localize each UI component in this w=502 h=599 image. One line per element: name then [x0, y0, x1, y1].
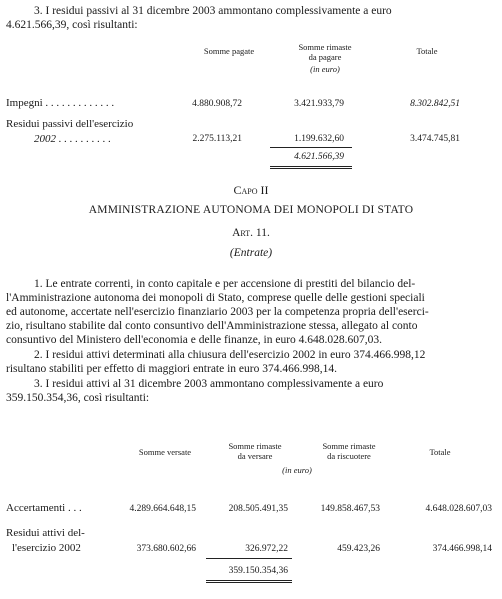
paragraph3-line1: 3. I residui attivi al 31 dicembre 2003 ammontano complessivamente a euro	[34, 378, 384, 390]
paragraph2-line1: 2. I residui attivi determinati alla chiusura dell'esercizio 2002 in euro 374.466.998,12	[34, 349, 426, 361]
table1-header-remaining-2: da pagare	[308, 52, 342, 62]
table2-header-collect-1: Somme rimaste	[322, 441, 376, 451]
table1-row1-label: Impegni . . . . . . . . . . . . .	[6, 97, 115, 109]
table2-row2-collect: 459.423,26	[337, 544, 380, 554]
table2-header-total: Totale	[429, 447, 451, 457]
table2-double-rule-a	[206, 580, 292, 581]
article-number: Art. 11.	[232, 227, 270, 239]
table1-sum-rule	[270, 147, 352, 148]
table2-row2-label-2: l'esercizio 2002	[12, 542, 81, 554]
table1-row2-label-1: Residui passivi dell'esercizio	[6, 118, 134, 130]
table1-row1-total: 8.302.842,51	[410, 99, 460, 109]
table2-header-remaining-2: da versare	[237, 451, 273, 461]
table2-row1-label: Accertamenti . . .	[6, 502, 82, 514]
table2-row1-collect: 149.858.467,53	[320, 504, 380, 514]
chapter-title: AMMINISTRAZIONE AUTONOMA DEI MONOPOLI DI STATO	[88, 204, 414, 216]
table1-row2-total: 3.474.745,81	[410, 134, 460, 144]
paragraph1-line5: consuntivo del Ministero dell'economia e delle finanze, in euro 4.648.028.607,03.	[6, 334, 383, 346]
intro-passive-line2: 4.621.566,39, così risultanti:	[6, 19, 138, 31]
paragraph3-line2: 359.150.354,36, così risultanti:	[6, 392, 150, 404]
table2-header-paid: Somme versate	[138, 447, 192, 457]
table1-double-rule-a	[270, 166, 352, 167]
table2-row1-total: 4.648.028.607,03	[425, 504, 492, 514]
intro-passive-line1: 3. I residui passivi al 31 dicembre 2003 ammontano complessivamente a euro	[34, 5, 392, 17]
table2-header-collect-2: da riscuotere	[327, 451, 371, 461]
table2-row2-paid: 373.680.602,66	[136, 544, 196, 554]
paragraph1-line1: 1. Le entrate correnti, in conto capitale e per accensione di prestiti del bilancio del-	[34, 278, 416, 290]
table1-header-paid: Somme pagate	[203, 46, 255, 56]
table1-header-unit: (in euro)	[310, 64, 340, 74]
paragraph1-line2: l'Amministrazione autonoma dei monopoli di Stato, comprese quelle delle gestioni speciali	[6, 292, 425, 304]
table2-header-remaining-1: Somme rimaste	[228, 441, 282, 451]
table2-double-rule-b	[206, 582, 292, 583]
table2-sum-rule	[206, 558, 292, 559]
table1-header-remaining-1: Somme rimaste	[298, 42, 352, 52]
table2-row1-paid: 4.289.664.648,15	[129, 504, 196, 514]
table2-row2-total: 374.466.998,14	[432, 544, 492, 554]
table2-sum-remaining: 359.150.354,36	[228, 566, 288, 576]
chapter-number: Capo II	[233, 183, 269, 197]
table1-row1-paid: 4.880.908,72	[192, 99, 242, 109]
table1-row2-paid: 2.275.113,21	[192, 134, 242, 144]
table1-sum-remaining: 4.621.566,39	[294, 152, 344, 162]
table2-header-unit: (in euro)	[282, 465, 312, 475]
table1-row2-remaining: 1.199.632,60	[294, 134, 344, 144]
table2-row1-remaining: 208.505.491,35	[228, 504, 288, 514]
table1-header-total: Totale	[416, 46, 438, 56]
table1-row2-label-2: 2002 . . . . . . . . . .	[34, 133, 111, 145]
paragraph1-line4: zio, risultano stabilite dal conto consuntivo dell'Amministrazione stessa, allegato al conto	[6, 320, 418, 332]
table2-row2-remaining: 326.972,22	[245, 544, 288, 554]
paragraph1-line3: ed autonome, accertate nell'esercizio finanziario 2003 per la competenza propria dell'eserci-	[6, 306, 429, 318]
table1-double-rule-b	[270, 168, 352, 169]
table2-row2-label-1: Residui attivi del-	[6, 527, 85, 539]
table1-row1-remaining: 3.421.933,79	[294, 99, 344, 109]
article-subtitle: (Entrate)	[229, 247, 273, 259]
paragraph2-line2: risultano stabiliti per effetto di maggiori entrate in euro 374.466.998,14.	[6, 363, 337, 375]
